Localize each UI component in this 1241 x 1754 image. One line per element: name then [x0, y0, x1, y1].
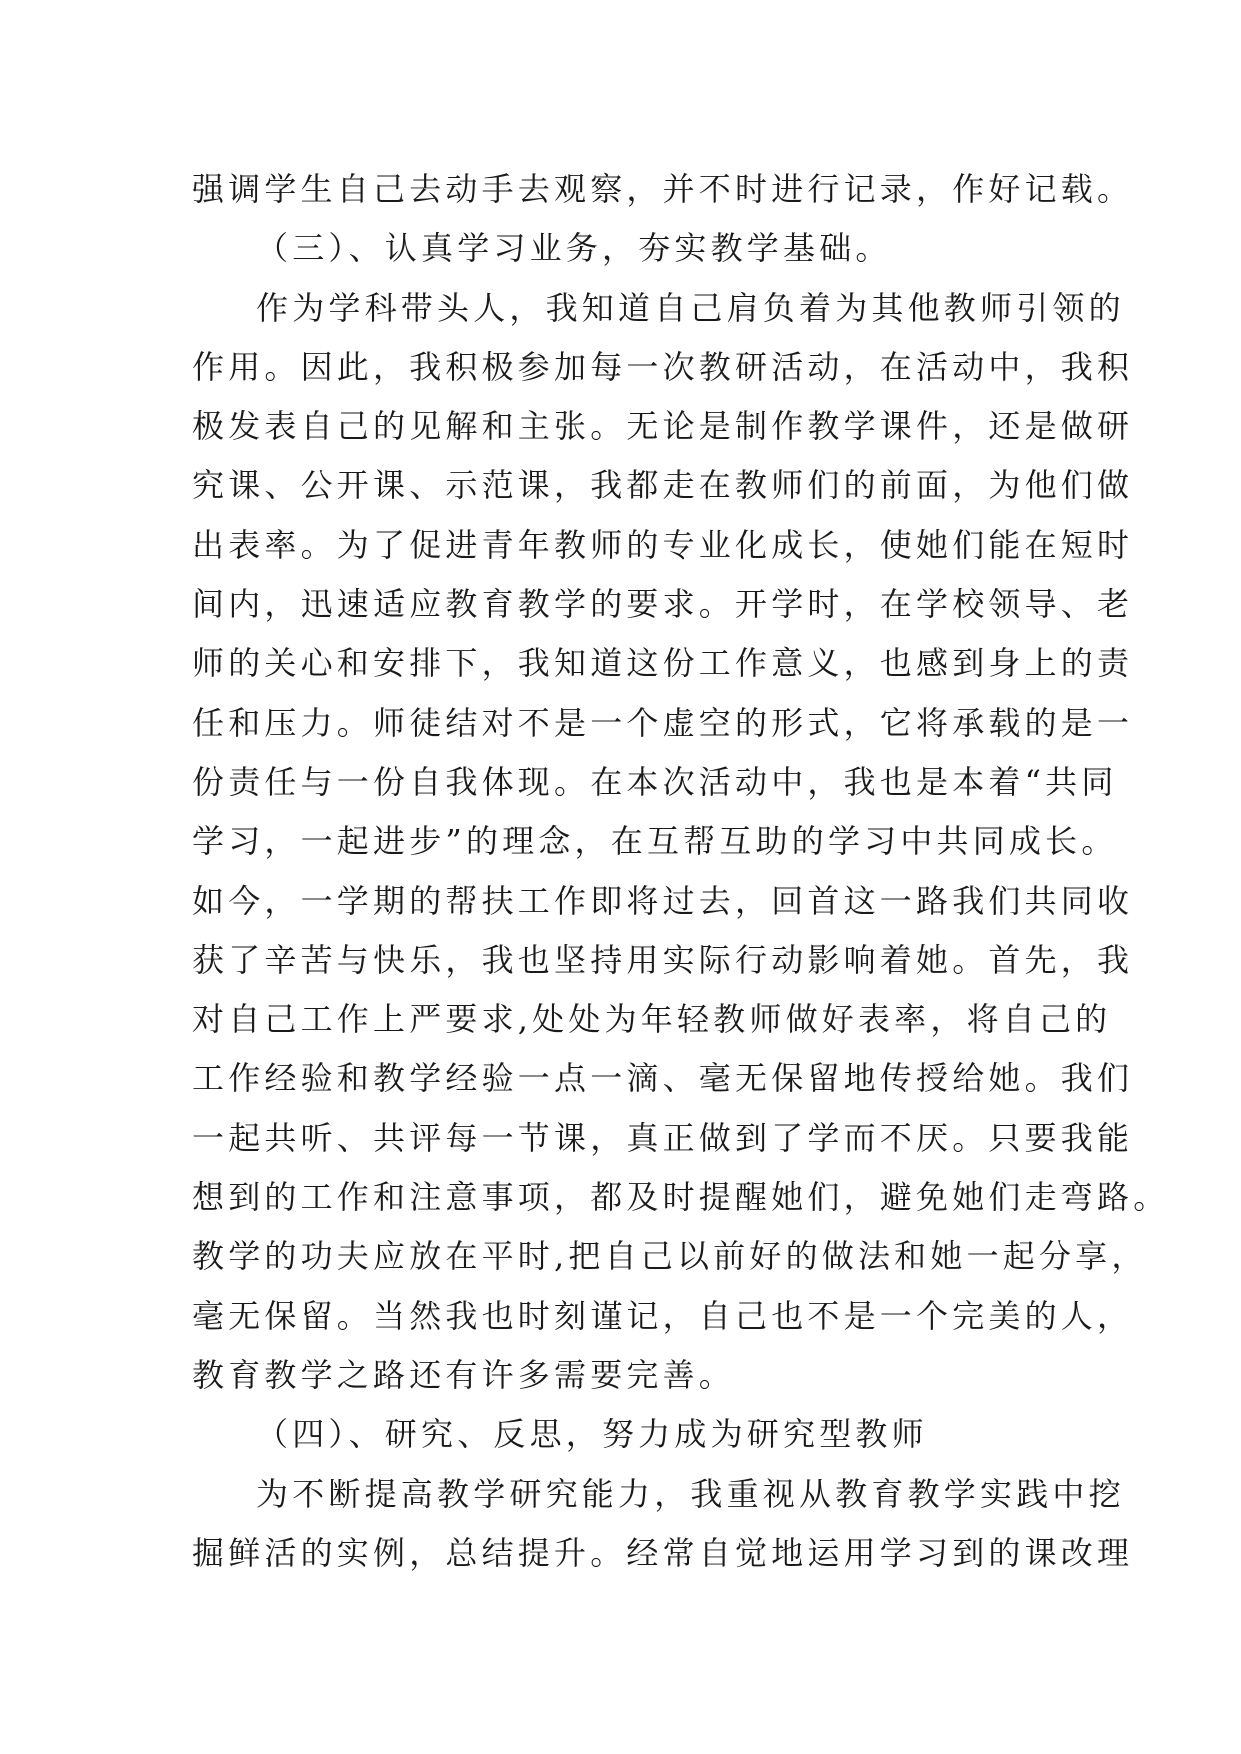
paragraph-line: 究课、公开课、示范课，我都走在教师们的前面，为他们做: [192, 466, 1134, 505]
section-heading-three: （三）、认真学习业务，夯实教学基础。: [256, 229, 892, 268]
paragraph-line: 作用。因此，我积极参加每一次教研活动，在活动中，我积: [192, 347, 1134, 386]
paragraph-line: 掘鲜活的实例，总结提升。经常自觉地运用学习到的课改理: [192, 1533, 1134, 1572]
paragraph-line: 师的关心和安排下，我知道这份工作意义，也感到身上的责: [192, 644, 1134, 683]
paragraph-line: 为不断提高教学研究能力，我重视从教育教学实践中挖: [256, 1474, 1125, 1513]
paragraph-line: 任和压力。师徒结对不是一个虚空的形式，它将承载的是一: [192, 703, 1134, 742]
paragraph-line: 学习，一起进步”的理念，在互帮互助的学习中共同成长。: [192, 822, 1118, 861]
paragraph-line: 对自己工作上严要求,处处为年轻教师做好表率，将自己的: [192, 1000, 1112, 1039]
paragraph-line: 极发表自己的见解和主张。无论是制作教学课件，还是做研: [192, 407, 1134, 446]
paragraph-line: 获了辛苦与快乐，我也坚持用实际行动影响着她。首先，我: [192, 940, 1134, 979]
paragraph-line: 一起共听、共评每一节课，真正做到了学而不厌。只要我能: [192, 1118, 1134, 1157]
section-heading-four: （四）、研究、反思，努力成为研究型教师: [256, 1415, 928, 1454]
paragraph-line: 工作经验和教学经验一点一滴、毫无保留地传授给她。我们: [192, 1059, 1134, 1098]
paragraph-line: 强调学生自己去动手去观察，并不时进行记录，作好记载。: [192, 170, 1134, 208]
paragraph-line: 出表率。为了促进青年教师的专业化成长，使她们能在短时: [192, 525, 1134, 564]
body-text: [192, 160, 1170, 1583]
paragraph-line: 毫无保留。当然我也时刻谨记，自己也不是一个完美的人，: [192, 1296, 1134, 1335]
paragraph-line: 如今，一学期的帮扶工作即将过去，回首这一路我们共同收: [192, 881, 1134, 920]
paragraph-line: 教育教学之路还有许多需要完善。: [192, 1355, 736, 1394]
paragraph-line: 作为学科带头人，我知道自己肩负着为其他教师引领的: [256, 288, 1125, 327]
paragraph-line: 份责任与一份自我体现。在本次活动中，我也是本着“共同: [192, 762, 1118, 801]
paragraph-line: 教学的功夫应放在平时,把自己以前好的做法和她一起分享，: [192, 1237, 1148, 1276]
paragraph-line: 想到的工作和注意事项，都及时提醒她们，避免她们走弯路。: [192, 1178, 1170, 1217]
paragraph-line: 间内，迅速适应教育教学的要求。开学时，在学校领导、老: [192, 585, 1134, 624]
